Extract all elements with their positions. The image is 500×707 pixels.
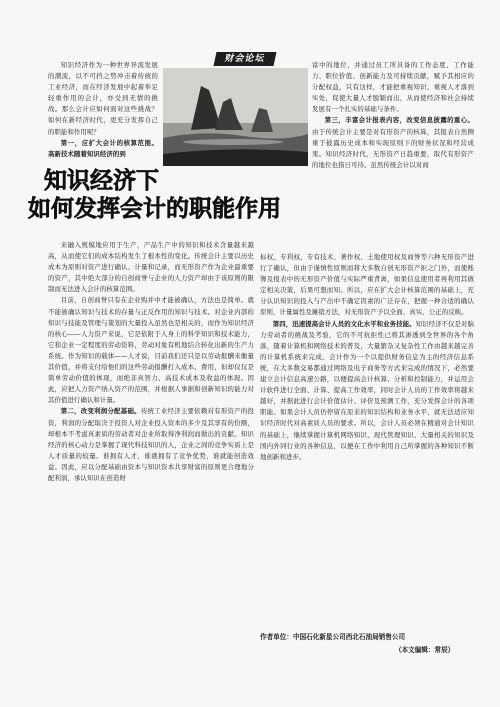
paragraph: 来融入规模地应用于生产，产品生产中的知识和技术含量越来越高，从而使它们的成本结构发生了根本性的变化。传统会计主要以历史成本为原则对资产进行确认、计量和记录，而无形资产作为企业最重要的资产，其中绝大部分的自创商誉与企业的人力资产却由于该原则的限制而无法进入会计的核算范围。 bbox=[48, 241, 254, 294]
paragraph: 第三，丰富会计报表内容，改变信息披露的重心。由于传统会计主要是对有形资产的核算，其报表自然侧重于披露历史成本和实现原则下的财务状况和经营成果。知识经济时代，无形资产日趋重要，取代有形资产的地位也指日可待。虽然传统会计以对商 bbox=[312, 116, 474, 169]
paragraph: 富中的地位，并通过员工所具备的工作态度、工作能力、职位价值、创新能力及可持续贡献，赋予其相应的分配权益，只有这样，才能把重视知识、重视人才落到实处，促使大量人才脱颖而出，从而使经济和社会持续发展有一个扎实的基础与条件。 bbox=[312, 61, 474, 114]
landscape-photo bbox=[163, 68, 308, 166]
paragraph: 第一，应扩大会计的核算范围。高新技术随着知识经济的到 bbox=[48, 138, 158, 158]
paragraph: 第四，迅速提高会计人员的文化水平和业务技能。知识经济不仅是对脑力劳动者的挑战及考验，它的不可抗拒性已将其渗透到全世界的各个角落，随着计算机和网络技术的普及，大量繁杂又复杂性工作由越来越完善的计算机系统来完成。会计作为一个以提供财务信息为主的经济信息系统，在大多数交易都通过网络及电子商务等方式来完成的情况下，必然要建立会计信息高速公路，以便提高会计核算、分析和控制能力，并运用会计软件进行全面、计算、提高工作效率，同时会计人员的工作效率将越来越好，并据此进行会计价值估计、评价及预测工作，充分发挥会计的各项职能。如果会计人员仍停留在原来的知识结构和业务水平，就无法适应知识经济时代对高素质人员的要求。所以，会计人员必须在精通对会计知识的基础上，继续掌握计算机网络知识、现代管理知识、大量相关的知识及国内外同行业的各种信息，以便在工作中利用自己所掌握的各种知识不断地创新和进步。 bbox=[260, 319, 474, 461]
section-lead: 第四，迅速提高会计人员的文化水平和业务技能。 bbox=[272, 319, 416, 328]
intro-column-left bbox=[48, 60, 158, 166]
column-tag: 财会论坛 bbox=[214, 52, 277, 66]
section-lead: 第三，丰富会计报表内容，改变信息披露的重心。 bbox=[324, 116, 474, 125]
author-affiliation: 作者单位：中国石化新星公司西北石油局销售公司 bbox=[260, 633, 406, 641]
editor-note: （本文编辑：常辰） bbox=[395, 646, 455, 654]
section-lead: 第二，改变利润分配基础。 bbox=[60, 407, 141, 416]
paragraph: 第二，改变利润分配基础。传统工业经济主要依赖对有形资产的投资，利润的分配取决于投资人对企业投入资本的多少及其享有的份额，却根本不考虑真素质的劳动者对企业所取得净利润而做出的贡献。知识经济的核心动力是掌握了现代科技知识的人，企业之间的竞争实质上是人才质量的较量。谁拥有人才，谁就拥有了竞争优势，谁就能创造效益。因此，应以分配基础由资本与知识资本共享财富的原则更合理地分配利润，承认知识在创造财 bbox=[48, 407, 254, 482]
body-column-left bbox=[48, 240, 254, 654]
paragraph: 知识经济作为一种世界异流发展的潮流，以不可挡之势冲击着传统的工业经济，而在经济发展中起着举足轻重作用的会计，亦受到无情的挑战。那么会计应如何面对这些挑战？如何在新经济时代，更充分发挥自己的职能和作用呢？ bbox=[48, 61, 158, 136]
body-column-right bbox=[260, 252, 474, 632]
headline-line-2: 如何发挥会计的职能作用 bbox=[28, 196, 281, 222]
paragraph: 标权、专利权、专有技术、著作权、土地使用权及商誉等六种无形资产进行了确认，但由于谨慎性原则而将大多数自创无形资产拒之门外，而使账簿及报表中的无形资产价值与实际严重背离，如果信息使用者再利用其做定相关决策，后果可想而知。所以，应在扩大会计核算范围的基础上，充分认识知识的投入与产出中不确定因素的广泛存在，把握一种合适的确认原则，计量属性及摊销方法，对无形资产予以全面、真实、公正的反映。 bbox=[260, 253, 474, 317]
paragraph: 目前，自创商誉只有在企业购并中才能被确认，方法也是简单。就不能被确认知识与技术的存量与正反作用的知识与技术。对企业内部的知识与技能及管理与策划的大量投入虽然也是相关的，而作为知识经济的核心——人力资产来说，它是依附于人身上的科学知识和技术能力，它和企业一定程度的劳动资料，劳动对象有机地结合转化出新的生产力系统。作为知识的载体——人才说，目前我们还只是以劳动报酬来衡量其价值，并将支付给他们的这些劳动报酬打入成本、费用，但却仅仅是简单劳动价值的体现，而绝非真智力、高技术成本及收益的体现。因此，应把人力资产纳入资产的范围，并根据人事据和创新知识的能力对其价值进行确认和计量。 bbox=[48, 296, 254, 405]
headline-line-1: 知识经济下 bbox=[44, 168, 159, 194]
